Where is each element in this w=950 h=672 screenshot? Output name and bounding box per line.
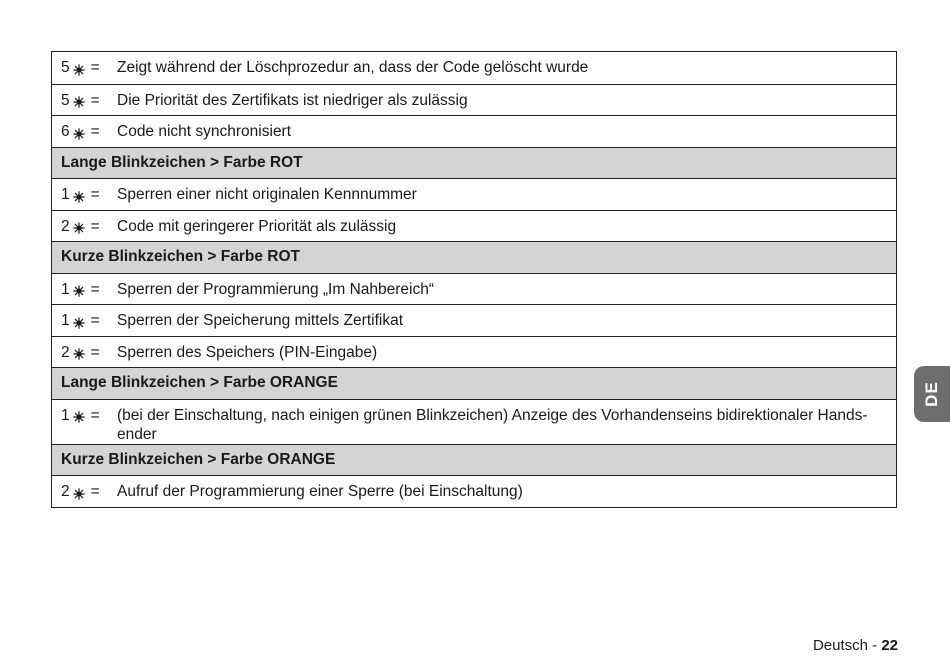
blink-count-number: 1: [61, 280, 70, 298]
equals-sign: =: [90, 123, 100, 140]
footer-language: Deutsch: [812, 637, 868, 654]
blink-count: [61, 482, 117, 501]
blink-description: (bei der Einschaltung, nach einigen grünen Blinkzeichen) Anzeige des Vorhandenseins bidirektionaler Hands-ender: [117, 406, 868, 443]
blink-count: [61, 122, 117, 141]
page-footer: [813, 637, 898, 654]
blink-description: Sperren des Speichers (PIN-Eingabe): [117, 343, 378, 361]
blink-description: Aufruf der Programmierung einer Sperre (bei Einschaltung): [117, 483, 523, 500]
blink-count-number: 5: [61, 59, 70, 76]
table-row: [52, 399, 896, 444]
blink-count: [61, 343, 117, 362]
blink-count-number: 1: [61, 186, 70, 203]
blink-count-number: 1: [61, 406, 70, 424]
equals-sign: =: [90, 59, 100, 76]
language-tab: [914, 366, 950, 422]
equals-sign: =: [90, 483, 100, 500]
equals-sign: =: [90, 343, 100, 361]
blink-star-icon: [73, 315, 85, 327]
footer-separator: -: [872, 637, 878, 654]
table-row: [52, 52, 896, 84]
blink-count-number: 2: [61, 343, 70, 361]
section-header-row: [52, 367, 896, 399]
equals-sign: =: [90, 280, 100, 298]
table-row: [52, 115, 896, 147]
section-header-row: [52, 444, 896, 476]
blink-star-icon: [73, 62, 85, 74]
blink-description: Sperren der Programmierung „Im Nahbereich“: [117, 280, 435, 298]
section-header-label: Lange Blinkzeichen > Farbe ROT: [61, 153, 303, 171]
blink-count: [61, 280, 117, 299]
table-row: [52, 475, 896, 507]
section-header-row: [52, 241, 896, 273]
equals-sign: =: [90, 406, 100, 424]
blink-star-icon: [73, 220, 85, 232]
table-row: [52, 273, 896, 305]
blink-description: Sperren der Speicherung mittels Zertifikat: [117, 312, 404, 329]
blink-description: Zeigt während der Löschprozedur an, dass der Code gelöscht wurde: [117, 59, 589, 76]
blink-count-number: 6: [61, 123, 70, 140]
blink-count-number: 2: [61, 217, 70, 235]
blink-star-icon: [73, 346, 85, 358]
blink-description: Code nicht synchronisiert: [117, 123, 292, 140]
blink-description: Code mit geringerer Priorität als zulässig: [117, 217, 397, 235]
blink-description: Die Priorität des Zertifikats ist niedriger als zulässig: [117, 91, 468, 109]
blink-count: [61, 406, 117, 425]
blink-star-icon: [73, 189, 85, 201]
table-row: [52, 336, 896, 368]
equals-sign: =: [90, 312, 100, 329]
section-header-row: [52, 147, 896, 179]
blink-count: [61, 58, 117, 77]
language-tab-label: DE: [922, 381, 941, 407]
blink-count: [61, 311, 117, 330]
blink-star-icon: [73, 486, 85, 498]
blink-count-number: 2: [61, 483, 70, 500]
section-header-label: Lange Blinkzeichen > Farbe ORANGE: [61, 374, 338, 391]
section-header-label: Kurze Blinkzeichen > Farbe ORANGE: [61, 450, 336, 468]
table-row: [52, 178, 896, 210]
page-number: 22: [881, 637, 898, 654]
blink-count-number: 5: [61, 91, 70, 109]
blink-star-icon: [73, 94, 85, 106]
table-row: [52, 210, 896, 242]
blink-star-icon: [73, 283, 85, 295]
section-header-label: Kurze Blinkzeichen > Farbe ROT: [61, 248, 301, 265]
table-row: [52, 84, 896, 116]
equals-sign: =: [90, 91, 100, 109]
equals-sign: =: [90, 186, 100, 203]
blink-count: [61, 91, 117, 110]
blink-star-icon: [73, 409, 85, 421]
blink-code-table: [51, 51, 897, 508]
blink-count-number: 1: [61, 312, 70, 329]
blink-star-icon: [73, 126, 85, 138]
table-row: [52, 304, 896, 336]
blink-count: [61, 217, 117, 236]
equals-sign: =: [90, 217, 100, 235]
blink-count: [61, 185, 117, 204]
blink-description: Sperren einer nicht originalen Kennnummer: [117, 186, 417, 203]
